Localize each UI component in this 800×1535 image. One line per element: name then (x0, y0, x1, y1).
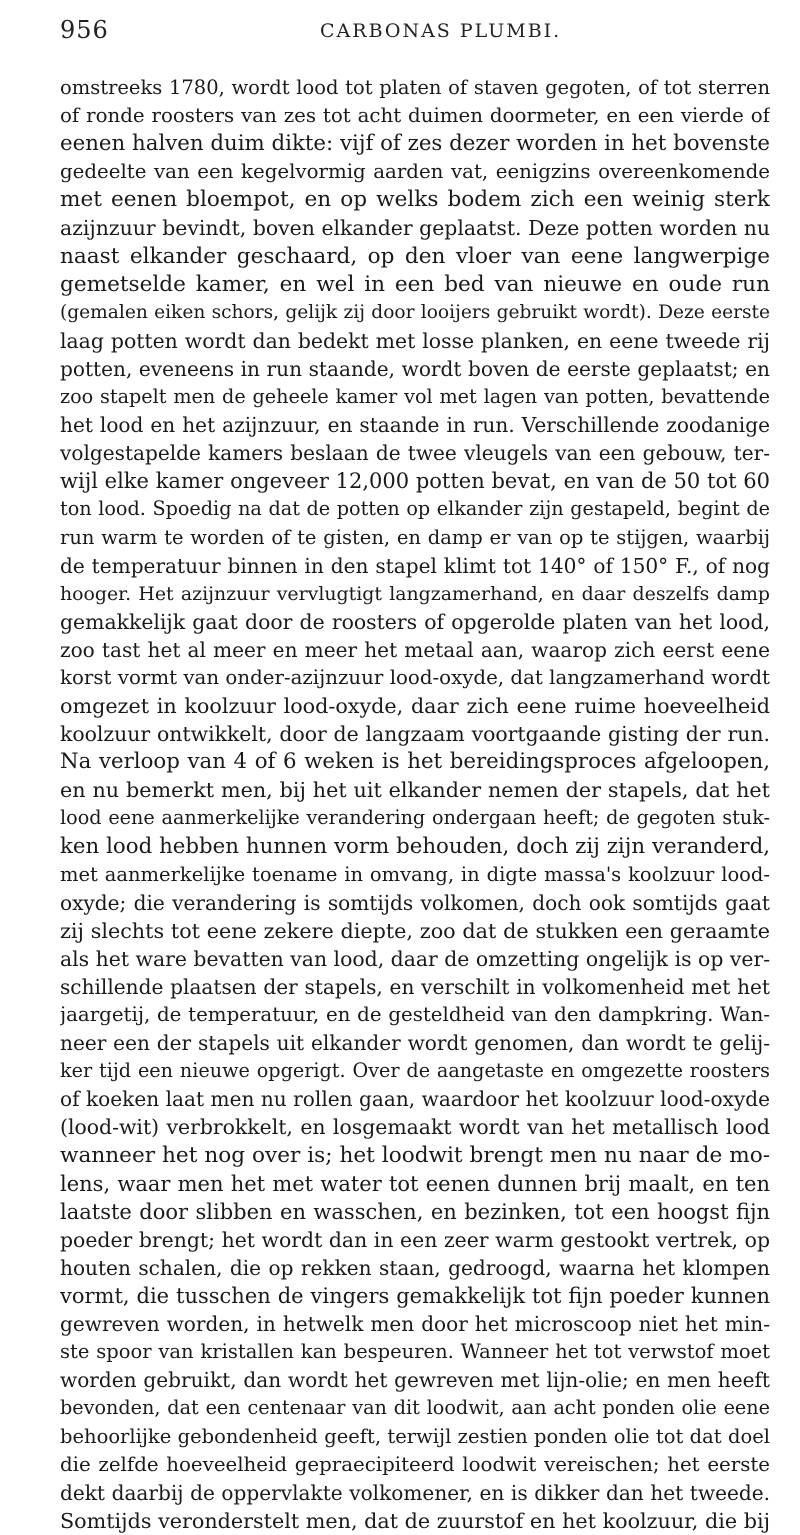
body-text (60, 74, 770, 1535)
text-line: wanneer het nog over is; het loodwit brengt men nu naar de mo- (60, 1142, 770, 1168)
text-line: gemetselde kamer, en wel in een bed van nieuwe en oude run (60, 271, 770, 297)
text-line: zoo stapelt men de geheele kamer vol met lagen van potten, bevattende (60, 385, 770, 409)
page-number: 956 (60, 16, 109, 44)
text-line: laatste door slibben en wasschen, en bezinken, tot een hoogst fijn (60, 1199, 770, 1224)
text-line: Na verloop van 4 of 6 weken is het bereidingsproces afgeloopen, (60, 749, 770, 775)
text-line: of ronde roosters van zes tot acht duimen doormeter, en een vierde of (60, 104, 770, 128)
text-line: (gemalen eiken schors, gelijk zij door looijers gebruikt wordt). Deze eerste (60, 301, 770, 323)
text-line: als het ware bevatten van lood, daar de omzetting ongelijk is op ver- (60, 946, 770, 971)
text-line: gedeelte van een kegelvormig aarden vat, eenigzins overeenkomende (60, 160, 770, 184)
text-line: bevonden, dat een centenaar van dit loodwit, aan acht ponden olie eene (60, 1396, 770, 1420)
text-line: zij slechts tot eene zekere diepte, zoo dat de stukken een geraamte (60, 918, 770, 943)
text-line: ken lood hebben hunnen vorm behouden, doch zij zijn veranderd, (60, 833, 770, 859)
text-line: korst vormt van onder-azijnzuur lood-oxyde, dat langzamerhand wordt (60, 665, 770, 689)
text-line: gemakkelijk gaat door de roosters of opgerolde platen van het lood, (60, 609, 770, 634)
page-header (60, 14, 760, 54)
text-line: zoo tast het al meer en meer het metaal aan, waarop zich eerst eene (60, 637, 770, 662)
text-line: laag potten wordt dan bedekt met losse planken, en eene tweede rij (60, 328, 770, 353)
text-line: houten schalen, die op rekken staan, gedroogd, waarna het klompen (60, 1255, 770, 1280)
text-line: Somtijds veronderstelt men, dat de zuurstof en het koolzuur, die bij (60, 1508, 770, 1533)
text-line: run warm te worden of te gisten, en damp er van op te stijgen, waarbij (60, 525, 770, 549)
text-line: met aanmerkelijke toename in omvang, in digte massa's koolzuur lood- (60, 862, 770, 886)
text-line: omstreeks 1780, wordt lood tot platen of staven gegoten, of tot sterren (60, 76, 770, 99)
text-line: en nu bemerkt men, bij het uit elkander nemen der stapels, dat het (60, 778, 770, 803)
text-line: het lood en het azijnzuur, en staande in run. Verschillende zoodanige (60, 413, 770, 438)
text-line: schillende plaatsen der stapels, en verschilt in volkomenheid met het (60, 975, 770, 999)
text-line: met eenen bloempot, en op welks bodem zich een weinig sterk (60, 187, 770, 213)
text-line: naast elkander geschaard, op den vloer van eene langwerpige (60, 243, 770, 269)
text-line: eenen halven duim dikte: vijf of zes dezer worden in het bovenste (60, 131, 770, 157)
text-line: of koeken laat men nu rollen gaan, waardoor het koolzuur lood-oxyde (60, 1087, 770, 1112)
text-line: gewreven worden, in hetwelk men door het microscoop niet het min- (60, 1312, 770, 1337)
text-line: hooger. Het azijnzuur vervlugtigt langzamerhand, en daar deszelfs damp (60, 582, 770, 605)
text-line: (lood-wit) verbrokkelt, en losgemaakt wordt van het metallisch lood (60, 1115, 770, 1140)
text-line: vormt, die tusschen de vingers gemakkelijk tot fijn poeder kunnen (60, 1284, 770, 1309)
text-line: worden gebruikt, dan wordt het gewreven met lijn-olie; en men heeft (60, 1368, 770, 1393)
text-line: ton lood. Spoedig na dat de potten op elkander zijn gestapeld, begint de (60, 497, 770, 521)
text-line: omgezet in koolzuur lood-oxyde, daar zich eene ruime hoeveelheid (60, 694, 770, 719)
text-line: de temperatuur binnen in den stapel klimt tot 140° of 150° F., of nog (60, 553, 770, 578)
text-line: ker tijd een nieuwe opgerigt. Over de aangetaste en omgezette roosters (60, 1059, 770, 1083)
text-line: wijl elke kamer ongeveer 12,000 potten bevat, en van de 50 tot 60 (60, 469, 770, 494)
text-line: neer een der stapels uit elkander wordt genomen, dan wordt te gelij- (60, 1031, 770, 1056)
text-line: azijnzuur bevindt, boven elkander geplaatst. Deze potten worden nu (60, 216, 770, 241)
running-title: CARBONAS PLUMBI. (320, 20, 562, 42)
text-line: ste spoor van kristallen kan bespeuren. Wanneer het tot verwstof moet (60, 1340, 770, 1364)
text-line: potten, eveneens in run staande, wordt boven de eerste geplaatst; en (60, 356, 770, 381)
text-line: poeder brengt; het wordt dan in een zeer warm gestookt vertrek, op (60, 1227, 770, 1252)
text-line: lood eene aanmerkelijke verandering ondergaan heeft; de gegoten stuk- (60, 806, 770, 830)
text-line: koolzuur ontwikkelt, door de langzaam voortgaande gisting der run. (60, 722, 770, 747)
text-line: behoorlijke gebondenheid geeft, terwijl zestien ponden olie tot dat doel (60, 1424, 770, 1448)
text-line: lens, waar men het met water tot eenen dunnen brij maalt, en ten (60, 1171, 770, 1196)
text-line: dekt daarbij de oppervlakte volkomener, en is dikker dan het tweede. (60, 1480, 770, 1505)
text-line: oxyde; die verandering is somtijds volkomen, doch ook somtijds gaat (60, 890, 770, 915)
text-line: jaargetij, de temperatuur, en de gesteldheid van den dampkring. Wan- (60, 1003, 770, 1027)
text-line: die zelfde hoeveelheid gepraecipiteerd loodwit vereischen; het eerste (60, 1452, 770, 1476)
text-line: volgestapelde kamers beslaan de twee vleugels van een gebouw, ter- (60, 441, 770, 466)
